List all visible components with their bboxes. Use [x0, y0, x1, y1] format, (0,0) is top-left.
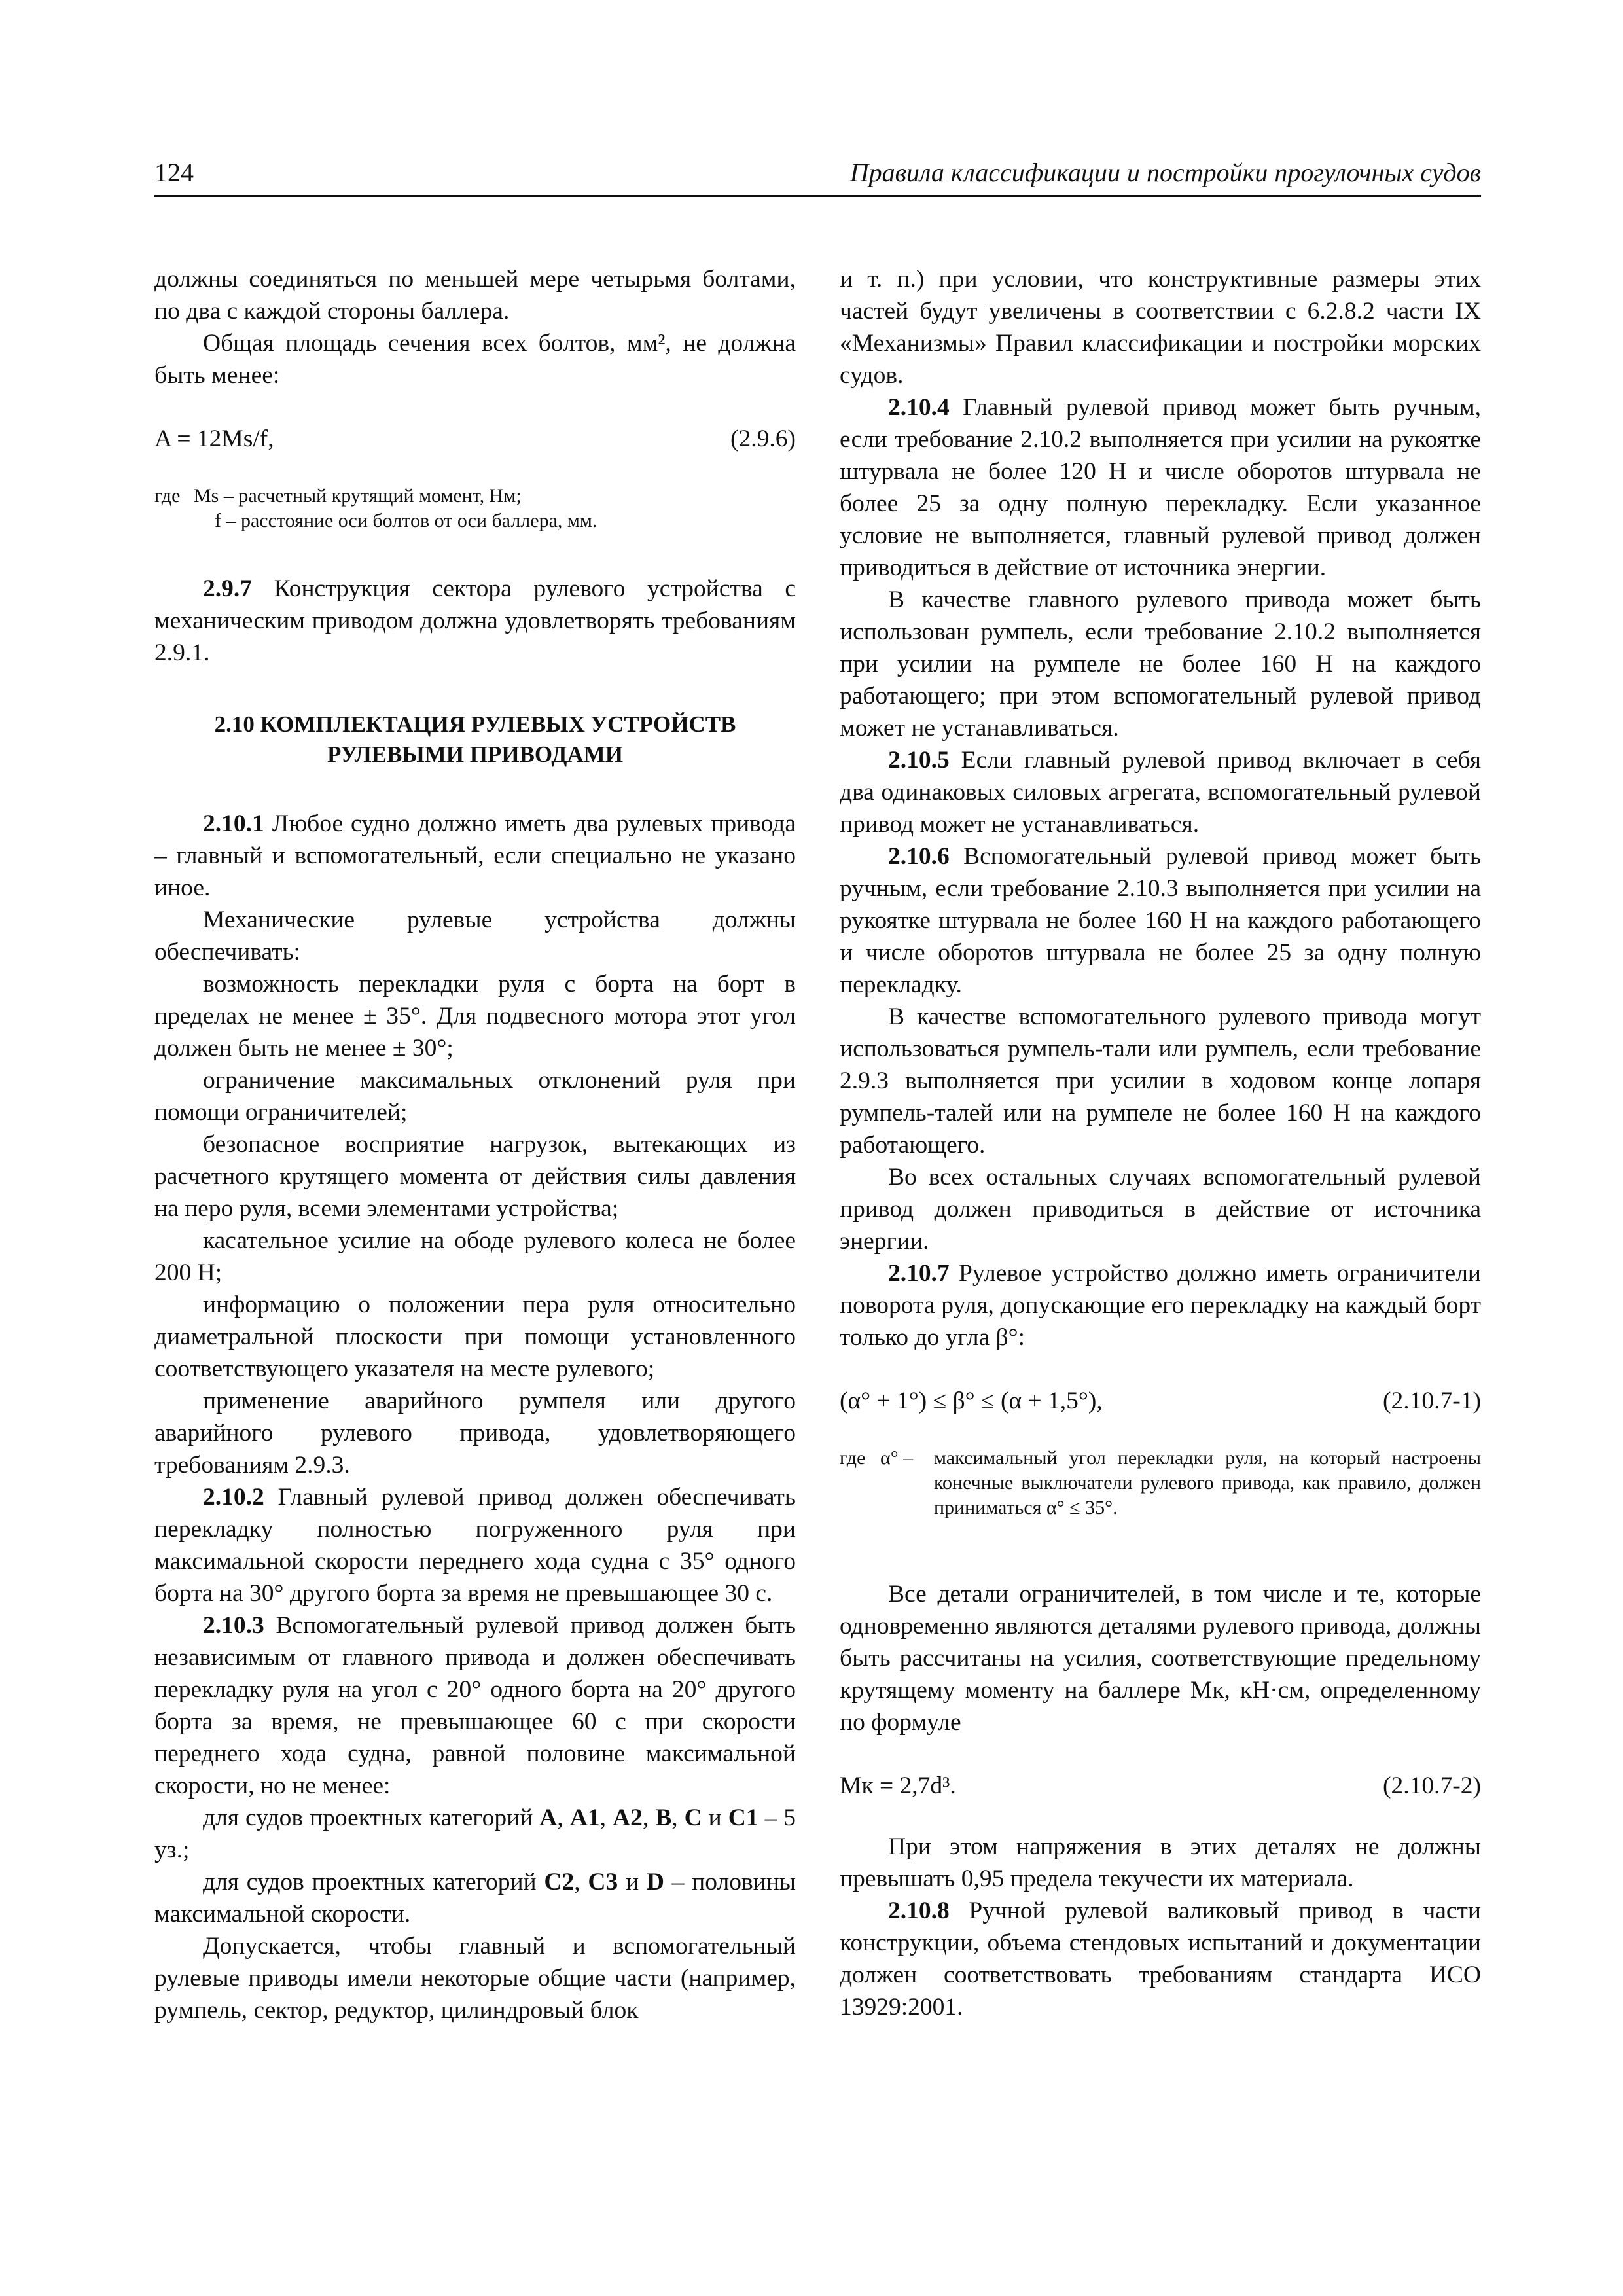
paragraph: Механические рулевые устройства должны обеспечивать: — [154, 906, 796, 965]
clause-number: 2.10.5 — [888, 747, 950, 774]
category: D — [646, 1869, 664, 1895]
formula-number: (2.10.7-1) — [1383, 1388, 1481, 1414]
clause-text: Если главный рулевой привод включает в себя два одинаковых силовых агрегата, вспомогательный рулевой привод может не устанавливаться. — [840, 747, 1481, 838]
running-title: Правила классификации и постройки прогулочных судов — [849, 158, 1481, 187]
formula-body: A = 12Ms/f, — [154, 425, 274, 452]
paragraph-2-10-5 — [840, 744, 1481, 840]
formula-legend — [840, 1446, 1481, 1520]
clause-number: 2.10.2 — [203, 1484, 264, 1511]
clause-text: Главный рулевой привод может быть ручным, если требование 2.10.2 выполняется при усилии на рукоятке штурвала не более 120 Н и числе оборотов штурвала не более 25 за одну полную перекладку. Если указанное условие не выполняется, главный рулевой привод должен приводиться в действие от источника энергии. — [840, 394, 1481, 581]
legend-symbol: α° – — [880, 1447, 914, 1469]
where-label: где — [154, 485, 181, 507]
paragraph: В качестве вспомогательного рулевого привода могут использоваться румпель-тали или румпель, если требование 2.9.3 выполняется при усилии в ходовом конце лопаря румпель-талей или на румпеле не более 160 Н на каждого работающего. — [840, 1003, 1481, 1158]
text: , — [671, 1804, 685, 1831]
paragraph: Все детали ограничителей, в том числе и те, которые одновременно являются деталями рулевого привода, должны быть рассчитаны на усилия, соответствующие предельному крутящему моменту на баллере Mк, кН·см, определенному по формуле — [840, 1581, 1481, 1736]
clause-number: 2.9.7 — [203, 575, 252, 602]
list-item — [154, 1866, 796, 1930]
clause-number: 2.10.1 — [203, 810, 264, 837]
section-title — [154, 709, 796, 770]
text: , — [642, 1804, 656, 1831]
text: , — [557, 1804, 570, 1831]
clause-text: Вспомогательный рулевой привод должен быть независимым от главного привода и должен обеспечивать перекладку руля на угол с 20° одного борта на 20° другого борта за время, не превышающее 60 с при скорости переднего хода судна, равной половине максимальной скорости, но не менее: — [154, 1612, 796, 1799]
page-header — [154, 157, 1481, 197]
category: C — [684, 1804, 702, 1831]
text: и — [618, 1869, 647, 1895]
formula-body: (α° + 1°) ≤ β° ≤ (α + 1,5°), — [840, 1388, 1103, 1414]
section-title-line: РУЛЕВЫМИ ПРИВОДАМИ — [327, 742, 623, 767]
paragraph-2-9-7 — [154, 573, 796, 669]
page-number: 124 — [154, 158, 194, 187]
text: – половины максимальной скорости. — [154, 1869, 796, 1928]
clause-text: Ручной рулевой валиковый привод в части конструкции, объема стендовых испытаний и документации должен соответствовать требованиям стандарта ИСО 13929:2001. — [840, 1897, 1481, 2020]
list-item: применение аварийного румпеля или другого аварийного рулевого привода, удовлетворяющего требованиям 2.9.3. — [154, 1388, 796, 1479]
category: B — [655, 1804, 672, 1831]
category: C2 — [544, 1869, 575, 1895]
category: A2 — [612, 1804, 643, 1831]
legend-item: Ms – расчетный крутящий момент, Нм; — [194, 485, 522, 507]
paragraph-2-10-3 — [154, 1609, 796, 1802]
formula-number: (2.9.6) — [730, 425, 796, 452]
formula-2-9-6 — [154, 423, 796, 455]
paragraph: должны соединяться по меньшей мере четырьмя болтами, по два с каждой стороны баллера. — [154, 266, 796, 325]
paragraph: В качестве главного рулевого привода может быть использован румпель, если требование 2.10.2 выполняется при усилии на румпеле не более 160 Н на каждого работающего; при этом вспомогательный рулевой привод может не устанавливаться. — [840, 586, 1481, 742]
paragraph: Общая площадь сечения всех болтов, мм², не должна быть менее: — [154, 330, 796, 389]
text: , — [574, 1869, 588, 1895]
paragraph: Во всех остальных случаях вспомогательный рулевой привод должен приводиться в действие от источника энергии. — [840, 1164, 1481, 1255]
legend-item: f – расстояние оси болтов от оси баллера, мм. — [215, 510, 597, 531]
section-title-line: 2.10 КОМПЛЕКТАЦИЯ РУЛЕВЫХ УСТРОЙСТВ — [214, 711, 736, 737]
category: C1 — [728, 1804, 758, 1831]
list-item: возможность перекладки руля с борта на борт в пределах не менее ± 35°. Для подвесного мотора этот угол должен быть не менее ± 30°; — [154, 971, 796, 1062]
right-column — [840, 263, 1481, 2023]
list-item: безопасное восприятие нагрузок, вытекающих из расчетного крутящего момента от действия силы давления на перо руля, всеми элементами устройства; — [154, 1131, 796, 1222]
where-label: где — [840, 1447, 866, 1469]
formula-legend — [154, 484, 796, 533]
list-item: ограничение максимальных отклонений руля при помощи ограничителей; — [154, 1067, 796, 1126]
category: A — [539, 1804, 558, 1831]
list-item — [154, 1802, 796, 1866]
legend-item: максимальный угол перекладки руля, на который настроены конечные выключатели рулевого привода, как правило, должен приниматься α° ≤ 35°. — [934, 1447, 1481, 1518]
paragraph: и т. п.) при условии, что конструктивные размеры этих частей будут увеличены в соответствии с 6.2.8.2 части IX «Механизмы» Правил классификации и постройки морских судов. — [840, 266, 1481, 389]
category: A1 — [569, 1804, 600, 1831]
paragraph: Допускается, чтобы главный и вспомогательный рулевые приводы имели некоторые общие части (например, румпель, сектор, редуктор, цилиндровый блок — [154, 1933, 796, 2024]
formula-2-10-7-1 — [840, 1385, 1481, 1417]
list-item: информацию о положении пера руля относительно диаметральной плоскости при помощи установленного соответствующего указателя на месте рулевого; — [154, 1291, 796, 1382]
paragraph: При этом напряжения в этих деталях не должны превышать 0,95 предела текучести их материала. — [840, 1833, 1481, 1892]
clause-number: 2.10.3 — [203, 1612, 264, 1639]
clause-text: Конструкция сектора рулевого устройства с механическим приводом должна удовлетворять требованиям 2.9.1. — [154, 575, 796, 666]
paragraph-2-10-7 — [840, 1257, 1481, 1354]
text: , — [599, 1804, 613, 1831]
clause-text: Рулевое устройство должно иметь ограничители поворота руля, допускающие его перекладку на каждый борт только до угла β°: — [840, 1260, 1481, 1351]
clause-text: Главный рулевой привод должен обеспечивать перекладку полностью погруженного руля при максимальной скорости переднего хода судна с 35° одного борта на 30° другого борта за время не превышающее 30 с. — [154, 1484, 796, 1607]
paragraph-2-10-6 — [840, 840, 1481, 1001]
text: – 5 уз.; — [154, 1804, 796, 1863]
left-column — [154, 263, 796, 2026]
clause-number: 2.10.4 — [888, 394, 950, 421]
list-item: касательное усилие на ободе рулевого колеса не более 200 Н; — [154, 1227, 796, 1286]
text: и — [702, 1804, 728, 1831]
clause-text: Вспомогательный рулевой привод может быть ручным, если требование 2.10.3 выполняется при усилии на рукоятке штурвала не более 160 Н на каждого работающего и числе оборотов штурвала не более 25 за одну полную перекладку. — [840, 843, 1481, 998]
formula-number: (2.10.7-2) — [1383, 1772, 1481, 1799]
paragraph-2-10-8 — [840, 1895, 1481, 2023]
category: C3 — [588, 1869, 618, 1895]
paragraph-2-10-2 — [154, 1481, 796, 1609]
text: для судов проектных категорий — [203, 1869, 544, 1895]
clause-number: 2.10.6 — [888, 843, 950, 870]
formula-body: Mк = 2,7d³. — [840, 1772, 956, 1799]
paragraph-2-10-4 — [840, 391, 1481, 584]
formula-2-10-7-2 — [840, 1770, 1481, 1802]
clause-number: 2.10.8 — [888, 1897, 950, 1924]
clause-number: 2.10.7 — [888, 1260, 950, 1287]
text: для судов проектных категорий — [203, 1804, 540, 1831]
paragraph-2-10-1 — [154, 808, 796, 904]
clause-text: Любое судно должно иметь два рулевых привода – главный и вспомогательный, если специально не указано иное. — [154, 810, 796, 901]
